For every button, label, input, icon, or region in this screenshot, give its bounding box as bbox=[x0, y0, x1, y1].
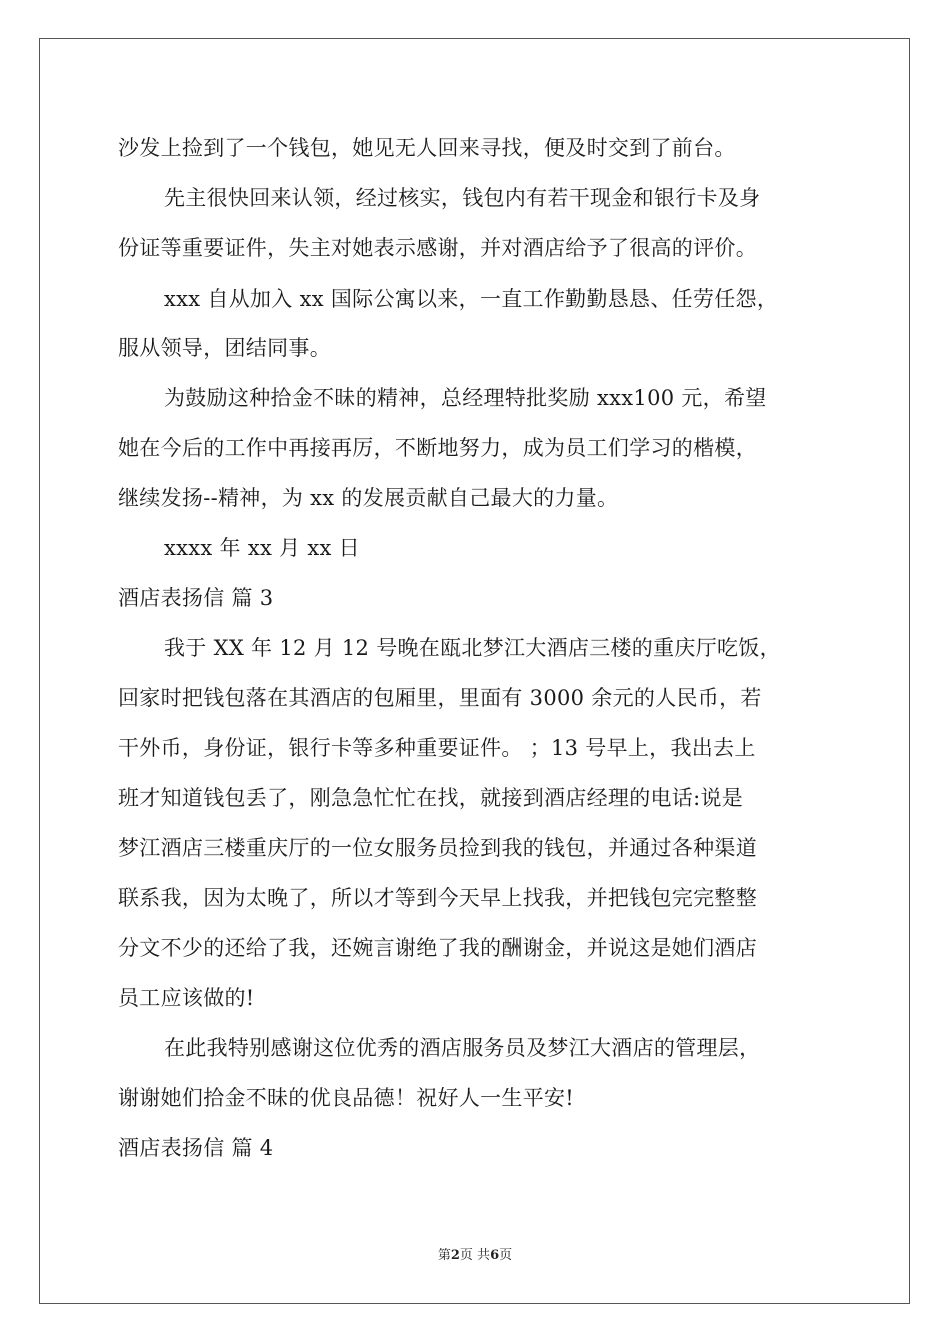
section-heading: 酒店表扬信 篇 4 bbox=[118, 1136, 274, 1160]
text-line: 我于 XX 年 12 月 12 号晚在瓯北梦江大酒店三楼的重庆厅吃饭， bbox=[164, 636, 781, 660]
text-line: 份证等重要证件，失主对她表示感谢，并对酒店给予了很高的评价。 bbox=[118, 236, 757, 260]
text-line: 班才知道钱包丢了，刚急急忙忙在找，就接到酒店经理的电话:说是 bbox=[118, 786, 744, 810]
text-line: 继续发扬--精神，为 xx 的发展贡献自己最大的力量。 bbox=[118, 486, 619, 510]
text-line: 服从领导，团结同事。 bbox=[118, 336, 331, 360]
page-current: 2 bbox=[450, 1248, 460, 1263]
text-line: 先主很快回来认领，经过核实，钱包内有若干现金和银行卡及身 bbox=[164, 186, 761, 210]
text-line: 分文不少的还给了我，还婉言谢绝了我的酬谢金，并说这是她们酒店 bbox=[118, 936, 757, 960]
page-label-prefix: 第 bbox=[437, 1248, 451, 1263]
section-heading: 酒店表扬信 篇 3 bbox=[118, 586, 274, 610]
page-border bbox=[39, 38, 910, 1304]
date-line: xxxx 年 xx 月 xx 日 bbox=[164, 536, 360, 560]
text-line: 联系我，因为太晚了，所以才等到今天早上找我，并把钱包完完整整 bbox=[118, 886, 757, 910]
text-line: 员工应该做的! bbox=[118, 986, 255, 1010]
text-line: 沙发上捡到了一个钱包，她见无人回来寻找，便及时交到了前台。 bbox=[118, 136, 736, 160]
text-line: 回家时把钱包落在其酒店的包厢里，里面有 3000 余元的人民币，若 bbox=[118, 686, 762, 710]
text-line: 在此我特别感谢这位优秀的酒店服务员及梦江大酒店的管理层， bbox=[164, 1036, 761, 1060]
text-line: 谢谢她们拾金不昧的优良品德！祝好人一生平安! bbox=[118, 1086, 575, 1110]
page-label-suffix: 页 bbox=[499, 1248, 513, 1263]
text-line: xxx 自从加入 xx 国际公寓以来，一直工作勤勤恳恳、任劳任怨， bbox=[164, 287, 779, 311]
text-line: 干外币，身份证，银行卡等多种重要证件。 ；13 号早上，我出去上 bbox=[118, 736, 756, 760]
text-line: 她在今后的工作中再接再厉，不断地努力，成为员工们学习的楷模， bbox=[118, 436, 757, 460]
page-label-mid: 页 共 bbox=[459, 1248, 491, 1263]
page-total: 6 bbox=[490, 1248, 500, 1263]
page-footer bbox=[0, 1247, 950, 1265]
text-line: 为鼓励这种拾金不昧的精神，总经理特批奖励 xxx100 元，希望 bbox=[164, 386, 767, 410]
text-line: 梦江酒店三楼重庆厅的一位女服务员捡到我的钱包，并通过各种渠道 bbox=[118, 836, 757, 860]
